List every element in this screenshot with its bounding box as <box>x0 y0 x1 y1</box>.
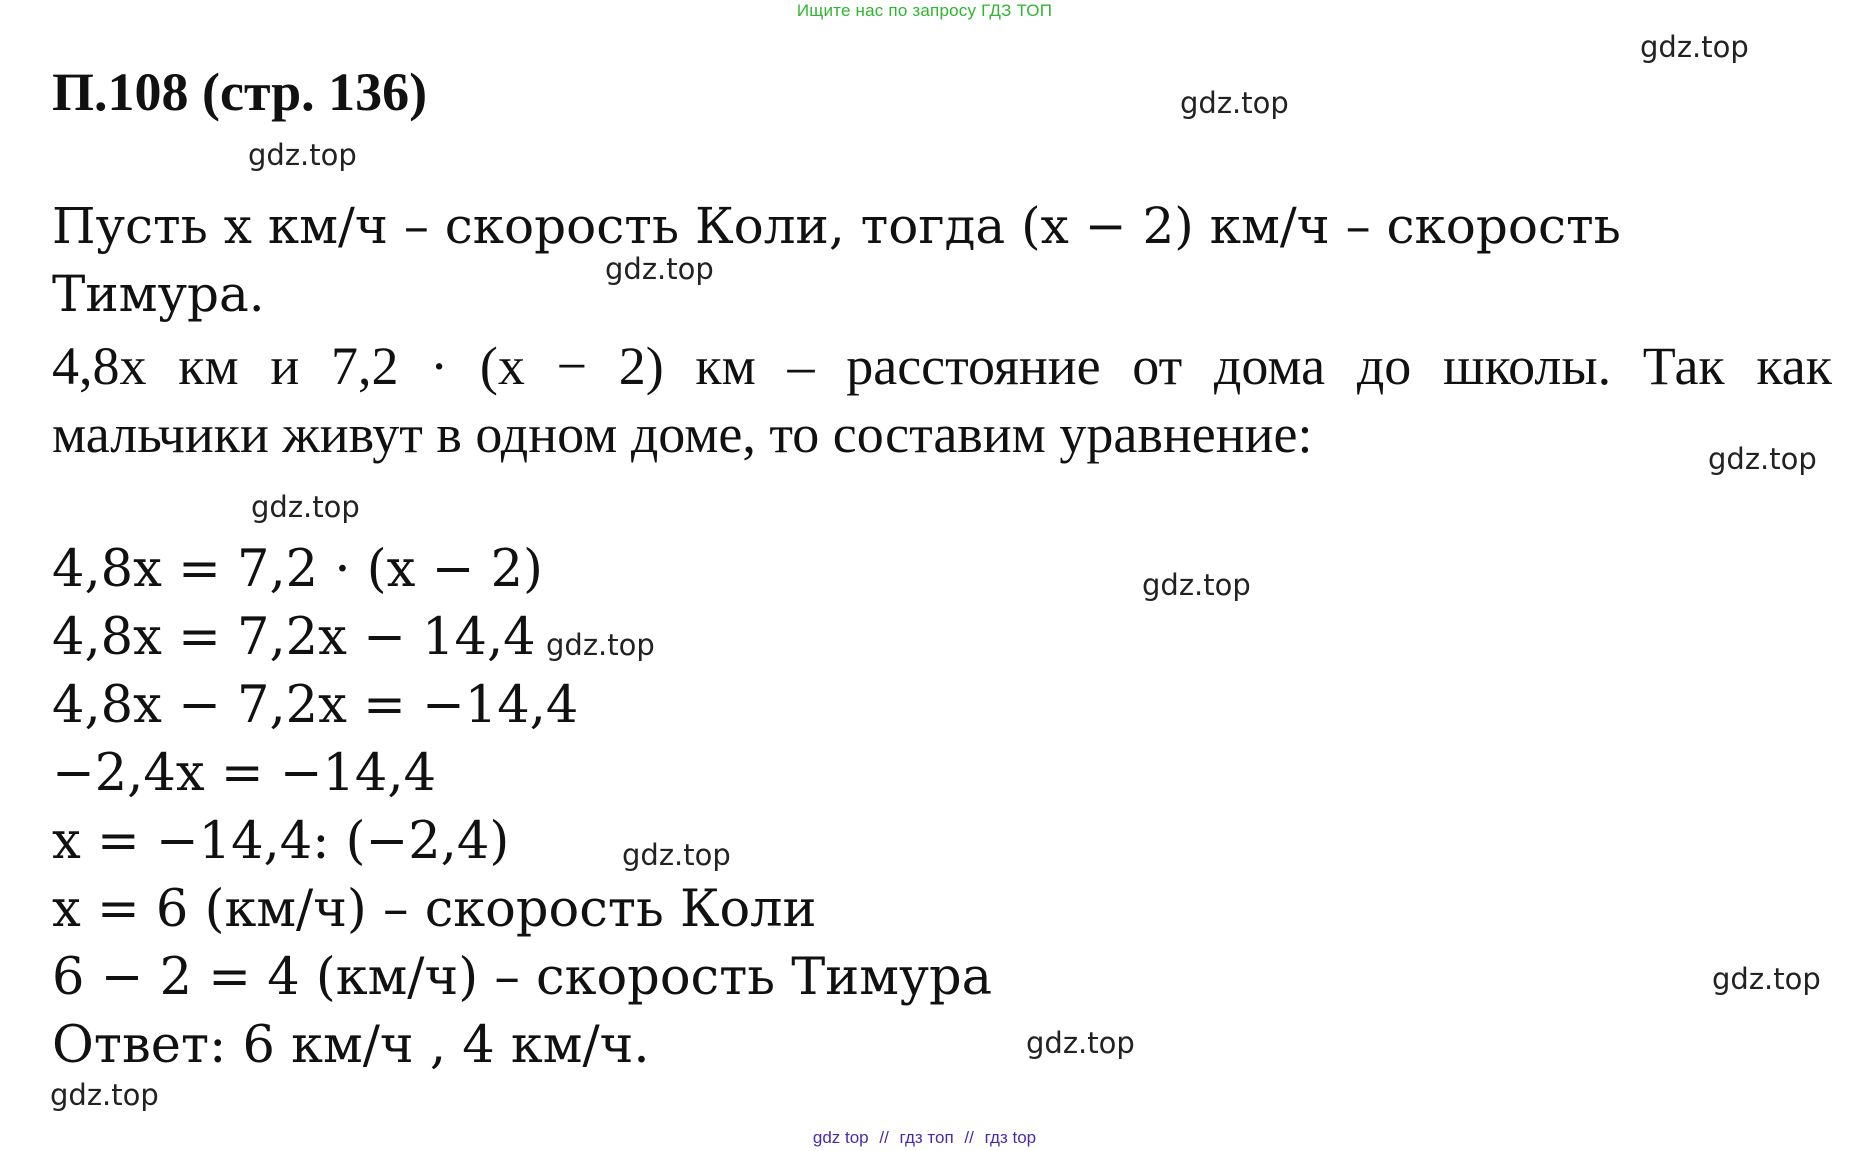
footer-separator: // <box>879 1128 889 1147</box>
equation-line: 6 − 2 = 4 (км/ч) – скорость Тимура <box>52 948 993 1007</box>
equation-line: x = −14,4: (−2,4) <box>52 812 510 871</box>
setup-line: 4,8x км и 7,2 · (x − 2) км – расстояние от дома до школы. Так как <box>52 336 1832 396</box>
page-title: П.108 (стр. 136) <box>52 62 428 122</box>
equation-line: x = 6 (км/ч) – скорость Коли <box>52 880 817 939</box>
watermark: gdz.top <box>546 628 655 662</box>
equation-line: 4,8x = 7,2 · (x − 2) <box>52 540 543 599</box>
setup-paragraph <box>52 332 1832 468</box>
equation-line: 4,8x − 7,2x = −14,4 <box>52 676 579 735</box>
intro-line: Пусть x км/ч – скорость Коли, тогда (x − 2) км/ч – скорость <box>52 197 1621 255</box>
footer-links <box>0 1128 1849 1148</box>
top-banner: Ищите нас по запросу ГДЗ ТОП <box>796 1 1053 20</box>
equation-line: −2,4x = −14,4 <box>52 744 437 803</box>
watermark: gdz.top <box>1640 30 1749 64</box>
equation-line: 4,8x = 7,2x − 14,4 <box>52 608 536 667</box>
answer-line: Ответ: 6 км/ч , 4 км/ч. <box>52 1016 650 1075</box>
intro-line: Тимура. <box>52 265 265 323</box>
footer-item[interactable]: гдз top <box>984 1128 1037 1147</box>
footer-item[interactable]: гдз топ <box>899 1128 954 1147</box>
intro-paragraph <box>52 192 1621 328</box>
watermark: gdz.top <box>605 252 714 286</box>
watermark: gdz.top <box>248 138 357 172</box>
watermark: gdz.top <box>50 1078 159 1112</box>
watermark: gdz.top <box>1142 568 1251 602</box>
footer-item[interactable]: gdz top <box>812 1128 869 1147</box>
watermark: gdz.top <box>622 838 731 872</box>
watermark: gdz.top <box>1180 86 1289 120</box>
watermark: gdz.top <box>1712 962 1821 996</box>
watermark: gdz.top <box>251 490 360 524</box>
watermark: gdz.top <box>1708 442 1817 476</box>
watermark: gdz.top <box>1026 1026 1135 1060</box>
setup-line: мальчики живут в одном доме, то составим уравнение: <box>52 404 1313 464</box>
footer-separator: // <box>964 1128 974 1147</box>
